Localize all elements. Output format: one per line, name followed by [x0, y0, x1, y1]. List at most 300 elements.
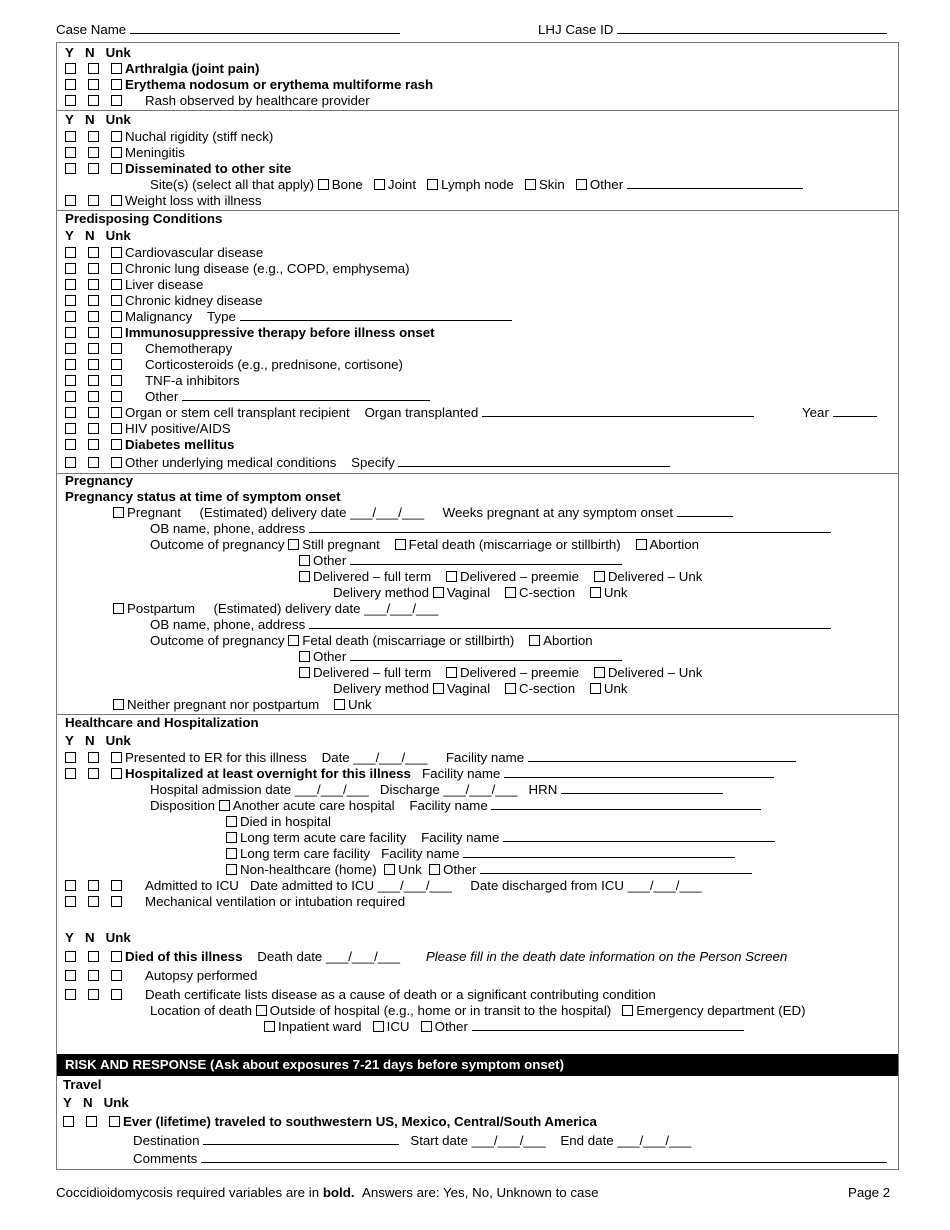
unk-checkbox[interactable]	[111, 327, 122, 338]
no-checkbox[interactable]	[88, 79, 99, 90]
ynu-header	[65, 930, 131, 946]
neither-checkbox[interactable]	[113, 699, 124, 710]
row-location	[150, 1003, 806, 1019]
yes-checkbox[interactable]	[63, 1116, 74, 1127]
case-name-label: Case Name	[56, 22, 127, 37]
ob-blank[interactable]	[309, 521, 831, 533]
yes-checkbox[interactable]	[65, 407, 76, 418]
unk-checkbox[interactable]	[111, 439, 122, 450]
died-label: Died of this illness	[125, 949, 243, 964]
unk-checkbox[interactable]	[111, 195, 122, 206]
joint-checkbox[interactable]	[374, 179, 385, 190]
unk-checkbox[interactable]	[111, 311, 122, 322]
row-delivered-pp	[299, 665, 702, 681]
case-name-field[interactable]	[56, 22, 400, 38]
predisposing-title: Predisposing Conditions	[65, 211, 223, 226]
unk-col: Unk	[103, 1095, 129, 1110]
end-date-blank[interactable]: ___/___/___	[617, 1133, 692, 1148]
outcome-label: Outcome of pregnancy	[150, 633, 285, 648]
full-term-label: Delivered – full term	[313, 569, 432, 584]
mech-label: Mechanical ventilation or intubation required	[145, 894, 406, 909]
no-checkbox[interactable]	[88, 768, 99, 779]
ob-pp-blank[interactable]	[309, 617, 831, 629]
ltac-checkbox[interactable]	[226, 832, 237, 843]
preemie-label: Delivered – preemie	[460, 665, 580, 680]
unk-checkbox[interactable]	[111, 896, 122, 907]
unk-checkbox[interactable]	[111, 880, 122, 891]
destination-blank[interactable]	[203, 1133, 399, 1145]
row-method	[333, 585, 628, 601]
ynu-header	[63, 1095, 129, 1111]
yes-checkbox[interactable]	[65, 457, 76, 468]
disp-unk-label: Unk	[398, 862, 422, 877]
ltc-checkbox[interactable]	[226, 848, 237, 859]
no-col: N	[84, 45, 95, 60]
row-hiv	[65, 421, 231, 437]
location-label: Location of death	[150, 1003, 253, 1018]
disp-unk-checkbox[interactable]	[384, 864, 395, 875]
loc-icu-label: ICU	[386, 1019, 410, 1034]
hosp-facility-blank[interactable]	[504, 766, 774, 778]
row-disposition	[150, 798, 761, 814]
unk-checkbox[interactable]	[111, 263, 122, 274]
other-underlying-label: Other underlying medical conditions	[125, 455, 337, 470]
no-checkbox[interactable]	[88, 752, 99, 763]
row-nonhc	[226, 862, 752, 878]
footer-note-bold: bold.	[322, 1185, 355, 1200]
no-col: N	[84, 930, 95, 945]
outside-checkbox[interactable]	[256, 1005, 267, 1016]
row-liver	[65, 277, 203, 293]
no-checkbox[interactable]	[88, 457, 99, 468]
unk-checkbox[interactable]	[111, 95, 122, 106]
pregnant-checkbox[interactable]	[113, 507, 124, 518]
facility-label: Facility name	[445, 750, 525, 765]
unk-checkbox[interactable]	[111, 163, 122, 174]
footer-note-b: Answers are: Yes, No, Unknown to case	[361, 1185, 599, 1200]
pp-delivery-date-blank[interactable]: ___/___/___	[364, 601, 439, 616]
row-ltc	[226, 846, 735, 862]
specify-blank[interactable]	[398, 455, 670, 467]
no-checkbox[interactable]	[88, 423, 99, 434]
row-nuchal	[65, 129, 273, 145]
loc-icu-checkbox[interactable]	[373, 1021, 384, 1032]
disp-other-blank[interactable]	[480, 862, 752, 874]
joint-label: Joint	[387, 177, 417, 192]
full-term-label: Delivered – full term	[313, 665, 432, 680]
death-date-blank[interactable]: ___/___/___	[326, 949, 400, 964]
lymph-checkbox[interactable]	[427, 179, 438, 190]
unk-checkbox[interactable]	[111, 147, 122, 158]
outside-label: Outside of hospital (e.g., home or in transit to the hospital)	[269, 1003, 612, 1018]
row-pregnant	[113, 505, 733, 521]
row-kidney	[65, 293, 262, 309]
yes-checkbox[interactable]	[65, 295, 76, 306]
start-date-blank[interactable]: ___/___/___	[471, 1133, 546, 1148]
malignancy-label: Malignancy	[125, 309, 193, 324]
abortion-checkbox[interactable]	[636, 539, 647, 550]
risk-response-bar: RISK AND RESPONSE (Ask about exposures 7-21 days before symptom onset)	[57, 1054, 898, 1076]
er-date-blank[interactable]: ___/___/___	[353, 750, 428, 765]
row-hospitalized	[65, 766, 774, 782]
row-postpartum	[113, 601, 438, 617]
yes-checkbox[interactable]	[65, 439, 76, 450]
ob-label: OB name, phone, address	[150, 617, 306, 632]
row-method-pp	[333, 681, 628, 697]
skin-checkbox[interactable]	[525, 179, 536, 190]
row-delivered	[299, 569, 702, 585]
no-checkbox[interactable]	[88, 195, 99, 206]
no-checkbox[interactable]	[88, 247, 99, 258]
row-died-hosp	[226, 814, 331, 830]
er-facility-blank[interactable]	[528, 750, 796, 762]
rash-label: Rash observed by healthcare provider	[145, 93, 370, 108]
comments-blank[interactable]	[201, 1151, 887, 1163]
del-unk-checkbox[interactable]	[594, 571, 605, 582]
row-other-underlying	[65, 455, 670, 471]
csection-label: C-section	[518, 681, 576, 696]
ltac-facility-blank[interactable]	[503, 830, 775, 842]
no-checkbox[interactable]	[88, 279, 99, 290]
no-checkbox[interactable]	[88, 343, 99, 354]
pregnancy-status-title: Pregnancy status at time of symptom onset	[65, 489, 341, 504]
outcome-other-blank[interactable]	[350, 649, 622, 661]
preemie-checkbox[interactable]	[446, 571, 457, 582]
meningitis-label: Meningitis	[125, 145, 185, 160]
vaginal-label: Vaginal	[446, 681, 491, 696]
yes-checkbox[interactable]	[65, 279, 76, 290]
bone-label: Bone	[331, 177, 363, 192]
method-unk-checkbox[interactable]	[590, 587, 601, 598]
weeks-blank[interactable]	[677, 505, 733, 517]
unk-col: Unk	[105, 45, 131, 60]
row-immuno	[65, 325, 435, 341]
yes-checkbox[interactable]	[65, 147, 76, 158]
yes-checkbox[interactable]	[65, 79, 76, 90]
unk-checkbox[interactable]	[109, 1116, 120, 1127]
row-autopsy	[65, 968, 257, 984]
row-cardio	[65, 245, 263, 261]
weeks-label: Weeks pregnant at any symptom onset	[442, 505, 674, 520]
unk-checkbox[interactable]	[111, 970, 122, 981]
malignancy-type-blank[interactable]	[240, 309, 512, 321]
immuno-other-blank[interactable]	[182, 389, 430, 401]
preemie-label: Delivered – preemie	[460, 569, 580, 584]
row-malignancy	[65, 309, 512, 325]
travel-title: Travel	[63, 1077, 102, 1092]
no-checkbox[interactable]	[88, 375, 99, 386]
row-meningitis	[65, 145, 185, 161]
divider	[56, 110, 899, 111]
yes-checkbox[interactable]	[65, 63, 76, 74]
unk-checkbox[interactable]	[111, 989, 122, 1000]
csection-checkbox[interactable]	[505, 683, 516, 694]
no-checkbox[interactable]	[88, 407, 99, 418]
loc-other-label: Other	[434, 1019, 468, 1034]
death-note: Please fill in the death date information on the Person Screen	[425, 949, 788, 964]
lhj-case-id-blank[interactable]	[617, 22, 887, 34]
row-ob	[150, 521, 831, 537]
method-label: Delivery method	[333, 585, 430, 600]
outcome-other-blank[interactable]	[350, 553, 622, 565]
no-checkbox[interactable]	[88, 896, 99, 907]
no-checkbox[interactable]	[88, 95, 99, 106]
disseminated-label: Disseminated to other site	[125, 161, 292, 176]
delivery-date-blank[interactable]: ___/___/___	[350, 505, 425, 520]
lymph-label: Lymph node	[441, 177, 514, 192]
yes-checkbox[interactable]	[65, 970, 76, 981]
icu-discharge-blank[interactable]: ___/___/___	[627, 878, 702, 893]
bone-checkbox[interactable]	[318, 179, 329, 190]
unk-checkbox[interactable]	[111, 247, 122, 258]
no-checkbox[interactable]	[88, 147, 99, 158]
still-pregnant-checkbox[interactable]	[288, 539, 299, 550]
vaginal-checkbox[interactable]	[433, 683, 444, 694]
traveled-label: Ever (lifetime) traveled to southwestern US, Mexico, Central/South America	[123, 1114, 597, 1129]
organ-blank[interactable]	[482, 405, 754, 417]
method-unk-label: Unk	[603, 681, 628, 696]
est-delivery-label: (Estimated) delivery date	[199, 505, 347, 520]
yes-checkbox[interactable]	[65, 131, 76, 142]
admission-date-blank[interactable]: ___/___/___	[294, 782, 369, 797]
outcome-other-checkbox[interactable]	[299, 555, 310, 566]
ltac-label: Long term acute care facility	[240, 830, 407, 845]
yes-checkbox[interactable]	[65, 391, 76, 402]
no-checkbox[interactable]	[88, 327, 99, 338]
pregnancy-title: Pregnancy	[65, 473, 133, 488]
cortico-label: Corticosteroids (e.g., prednisone, cortisone)	[145, 357, 403, 372]
row-icu	[65, 878, 702, 894]
death-date-label: Death date	[257, 949, 323, 964]
yes-checkbox[interactable]	[65, 343, 76, 354]
facility-label: Facility name	[409, 798, 488, 813]
no-checkbox[interactable]	[88, 951, 99, 962]
unk-col: Unk	[105, 228, 131, 243]
hiv-label: HIV positive/AIDS	[125, 421, 231, 436]
no-checkbox[interactable]	[88, 359, 99, 370]
no-checkbox[interactable]	[88, 880, 99, 891]
yes-checkbox[interactable]	[65, 880, 76, 891]
fetal-death-label: Fetal death (miscarriage or stillbirth)	[302, 633, 515, 648]
postpartum-checkbox[interactable]	[113, 603, 124, 614]
del-unk-checkbox[interactable]	[594, 667, 605, 678]
vaginal-checkbox[interactable]	[433, 587, 444, 598]
row-location-2	[264, 1019, 744, 1035]
unk-checkbox[interactable]	[111, 407, 122, 418]
no-checkbox[interactable]	[88, 63, 99, 74]
unk-checkbox[interactable]	[111, 391, 122, 402]
no-checkbox[interactable]	[88, 970, 99, 981]
postpartum-label: Postpartum	[127, 601, 195, 616]
icu-date-label: Date admitted to ICU	[249, 878, 375, 893]
yes-col: Y	[65, 733, 74, 748]
yes-checkbox[interactable]	[65, 263, 76, 274]
divider	[56, 473, 899, 474]
loc-other-checkbox[interactable]	[421, 1021, 432, 1032]
page-number: Page 2	[848, 1185, 891, 1200]
row-died	[65, 949, 787, 965]
abortion-label: Abortion	[543, 633, 593, 648]
row-outcome-other-pp	[299, 649, 622, 665]
icu-date-blank[interactable]: ___/___/___	[377, 878, 452, 893]
method-unk-checkbox[interactable]	[590, 683, 601, 694]
unk-checkbox[interactable]	[111, 768, 122, 779]
other-site-checkbox[interactable]	[576, 179, 587, 190]
neither-label: Neither pregnant nor postpartum	[127, 697, 320, 712]
ed-label: Emergency department (ED)	[636, 1003, 806, 1018]
yes-checkbox[interactable]	[65, 752, 76, 763]
est-delivery-label: (Estimated) delivery date	[213, 601, 361, 616]
unk-checkbox[interactable]	[111, 131, 122, 142]
unk-checkbox[interactable]	[111, 279, 122, 290]
unk-checkbox[interactable]	[111, 63, 122, 74]
discharge-date-blank[interactable]: ___/___/___	[443, 782, 518, 797]
no-checkbox[interactable]	[86, 1116, 97, 1127]
no-checkbox[interactable]	[88, 295, 99, 306]
no-checkbox[interactable]	[88, 163, 99, 174]
outcome-other-label: Other	[313, 649, 347, 664]
preemie-checkbox[interactable]	[446, 667, 457, 678]
inpatient-label: Inpatient ward	[278, 1019, 362, 1034]
ed-checkbox[interactable]	[622, 1005, 633, 1016]
loc-other-blank[interactable]	[472, 1019, 744, 1031]
acute-checkbox[interactable]	[219, 800, 230, 811]
row-tnf	[65, 373, 240, 389]
yes-checkbox[interactable]	[65, 989, 76, 1000]
yes-checkbox[interactable]	[65, 311, 76, 322]
nonhc-checkbox[interactable]	[226, 864, 237, 875]
full-term-checkbox[interactable]	[299, 571, 310, 582]
row-rash	[65, 93, 370, 109]
transplant-year	[802, 405, 877, 421]
hrn-label: HRN	[528, 782, 558, 797]
unk-checkbox[interactable]	[111, 951, 122, 962]
yes-checkbox[interactable]	[65, 95, 76, 106]
sites-label: Site(s) (select all that apply)	[150, 177, 315, 192]
still-pregnant-label: Still pregnant	[302, 537, 380, 552]
died-hosp-label: Died in hospital	[240, 814, 331, 829]
row-outcome-pp	[150, 633, 593, 649]
yes-checkbox[interactable]	[65, 951, 76, 962]
row-outcome	[150, 537, 699, 553]
arthralgia-label: Arthralgia (joint pain)	[125, 61, 260, 76]
case-name-blank[interactable]	[130, 22, 400, 34]
tnf-label: TNF-a inhibitors	[145, 373, 240, 388]
no-col: N	[84, 112, 95, 127]
unk-checkbox[interactable]	[111, 752, 122, 763]
csection-label: C-section	[518, 585, 576, 600]
unk-checkbox[interactable]	[111, 343, 122, 354]
unk-checkbox[interactable]	[111, 79, 122, 90]
unk-checkbox[interactable]	[111, 423, 122, 434]
date-label: Date	[321, 750, 350, 765]
unk-checkbox[interactable]	[111, 295, 122, 306]
no-checkbox[interactable]	[88, 263, 99, 274]
yes-checkbox[interactable]	[65, 247, 76, 258]
other-label: Other	[145, 389, 179, 404]
unk-checkbox[interactable]	[111, 457, 122, 468]
yes-checkbox[interactable]	[65, 195, 76, 206]
unk-checkbox[interactable]	[111, 359, 122, 370]
lhj-case-id-label: LHJ Case ID	[538, 22, 614, 37]
method-unk-label: Unk	[603, 585, 628, 600]
unk-col: Unk	[105, 733, 131, 748]
footer-note-a: Coccidioidomycosis required variables are in	[56, 1185, 320, 1200]
hosp-title: Healthcare and Hospitalization	[65, 715, 259, 730]
outcome-other-checkbox[interactable]	[299, 651, 310, 662]
unk-checkbox[interactable]	[111, 375, 122, 386]
no-checkbox[interactable]	[88, 391, 99, 402]
fetal-death-checkbox[interactable]	[288, 635, 299, 646]
row-immuno-other	[65, 389, 430, 405]
disp-other-checkbox[interactable]	[429, 864, 440, 875]
ltc-label: Long term care facility	[240, 846, 371, 861]
disp-other-label: Other	[443, 862, 477, 877]
liver-label: Liver disease	[125, 277, 204, 292]
yes-checkbox[interactable]	[65, 327, 76, 338]
row-ob-pp	[150, 617, 831, 633]
row-ltac	[226, 830, 775, 846]
yes-checkbox[interactable]	[65, 896, 76, 907]
fetal-death-label: Fetal death (miscarriage or stillbirth)	[408, 537, 621, 552]
no-checkbox[interactable]	[88, 439, 99, 450]
lhj-case-id-field[interactable]	[538, 22, 887, 38]
csection-checkbox[interactable]	[505, 587, 516, 598]
ltc-facility-blank[interactable]	[463, 846, 735, 858]
del-unk-label: Delivered – Unk	[607, 665, 703, 680]
acute-facility-blank[interactable]	[491, 798, 761, 810]
yes-col: Y	[65, 112, 74, 127]
full-term-checkbox[interactable]	[299, 667, 310, 678]
specify-label: Specify	[351, 455, 395, 470]
yes-checkbox[interactable]	[65, 359, 76, 370]
discharge-label: Discharge	[379, 782, 440, 797]
chemo-label: Chemotherapy	[145, 341, 233, 356]
row-transplant	[65, 405, 754, 421]
neither-unk-checkbox[interactable]	[334, 699, 345, 710]
row-chemo	[65, 341, 232, 357]
yes-checkbox[interactable]	[65, 163, 76, 174]
row-lung	[65, 261, 410, 277]
no-checkbox[interactable]	[88, 131, 99, 142]
fetal-death-checkbox[interactable]	[395, 539, 406, 550]
abortion-checkbox[interactable]	[529, 635, 540, 646]
yes-checkbox[interactable]	[65, 375, 76, 386]
year-label: Year	[802, 405, 829, 420]
no-checkbox[interactable]	[88, 989, 99, 1000]
admission-label: Hospital admission date	[150, 782, 292, 797]
year-blank[interactable]	[833, 405, 877, 417]
facility-label: Facility name	[422, 766, 501, 781]
hospitalized-label: Hospitalized at least overnight for this illness	[125, 766, 411, 781]
certificate-label: Death certificate lists disease as a cause of death or a significant contributing condition	[145, 987, 656, 1002]
del-unk-label: Delivered – Unk	[607, 569, 703, 584]
yes-checkbox[interactable]	[65, 768, 76, 779]
no-checkbox[interactable]	[88, 311, 99, 322]
diabetes-label: Diabetes mellitus	[125, 437, 235, 452]
method-label: Delivery method	[333, 681, 430, 696]
died-hosp-checkbox[interactable]	[226, 816, 237, 827]
hrn-blank[interactable]	[561, 782, 723, 794]
row-disseminated	[65, 161, 291, 177]
other-site-blank[interactable]	[627, 177, 803, 189]
row-comments	[133, 1151, 887, 1167]
row-outcome-other	[299, 553, 622, 569]
yes-checkbox[interactable]	[65, 423, 76, 434]
inpatient-checkbox[interactable]	[264, 1021, 275, 1032]
footer-note	[56, 1185, 598, 1201]
destination-label: Destination	[133, 1133, 200, 1148]
